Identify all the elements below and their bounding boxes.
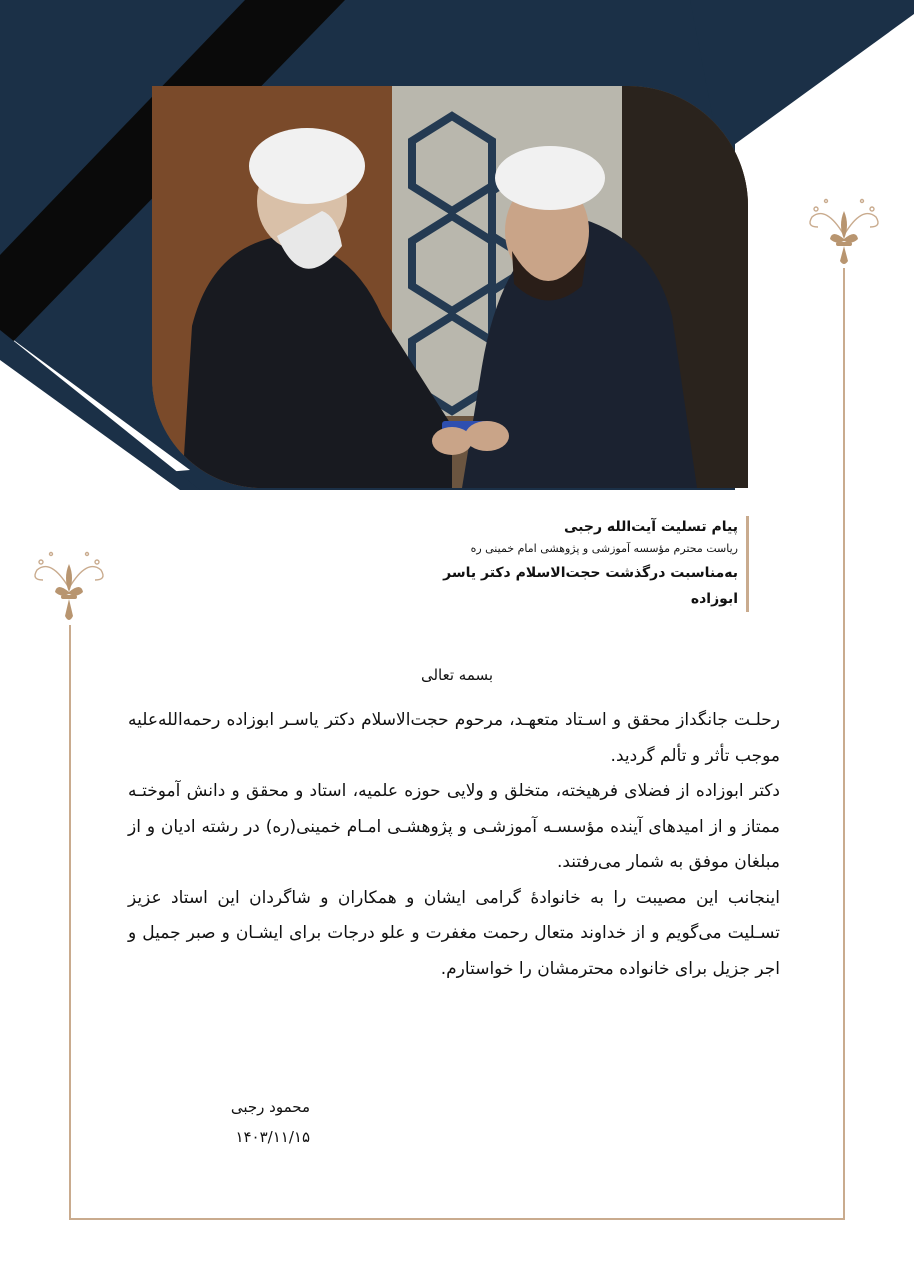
signature-block [180,1092,310,1152]
frame-left-line [69,625,71,1220]
navy-right-corner [690,0,914,155]
frame-right-line [843,268,845,1220]
paragraph-3: اینجانب این مصیبت را به خانوادهٔ گرامی ایشان و همکاران و شاگردان این استاد عزیز تسـلیت می‌گویم و از خداوند متعال رحمت مغفرت و علو درجات برای ایشـان و صبر جمیل و اجر جزیل برای خانواده محترمشان را خواستارم. [128,887,780,979]
signature-name: محمود رجبی [230,1098,310,1116]
signature-date: ۱۴۰۳/۱۱/۱۵ [235,1128,310,1146]
paragraph-2: دکتر ابوزاده از فضلای فرهیخته، متخلق و ولایی حوزه علمیه، استاد و محقق و دانش آموختـه ممتاز و از امیدهای آینده مؤسسـه آموزشـی و پژوهشـی امـام خمینی(ره) در رشته ادیان و از مبلغان موفق به شمار می‌رفتند. [128,781,780,872]
message-body [128,703,780,987]
condolence-photo [152,86,748,488]
message-subtitle: ریاست محترم مؤسسه آموزشی و پژوهشی امام خمینی ره [470,542,738,555]
bismillah: بسمه تعالی [420,666,494,684]
message-occasion: به‌مناسبت درگذشت حجت‌الاسلام دکتر یاسر ابوزاده [443,565,738,607]
message-title: پیام تسلیت آیت‌الله رجبی [563,519,738,535]
frame-bottom-line [69,1218,845,1220]
fleur-ornament-left [31,548,107,628]
fleur-ornament-right [806,195,882,273]
paragraph-1: رحلـت جانگداز محقق و اسـتاد متعهـد، مرحوم حجت‌الاسلام دکتر یاسـر ابوزاده رحمه‌الله‌علیه موجب تأثر و تألم گردید. [128,710,780,766]
message-header [398,516,749,612]
